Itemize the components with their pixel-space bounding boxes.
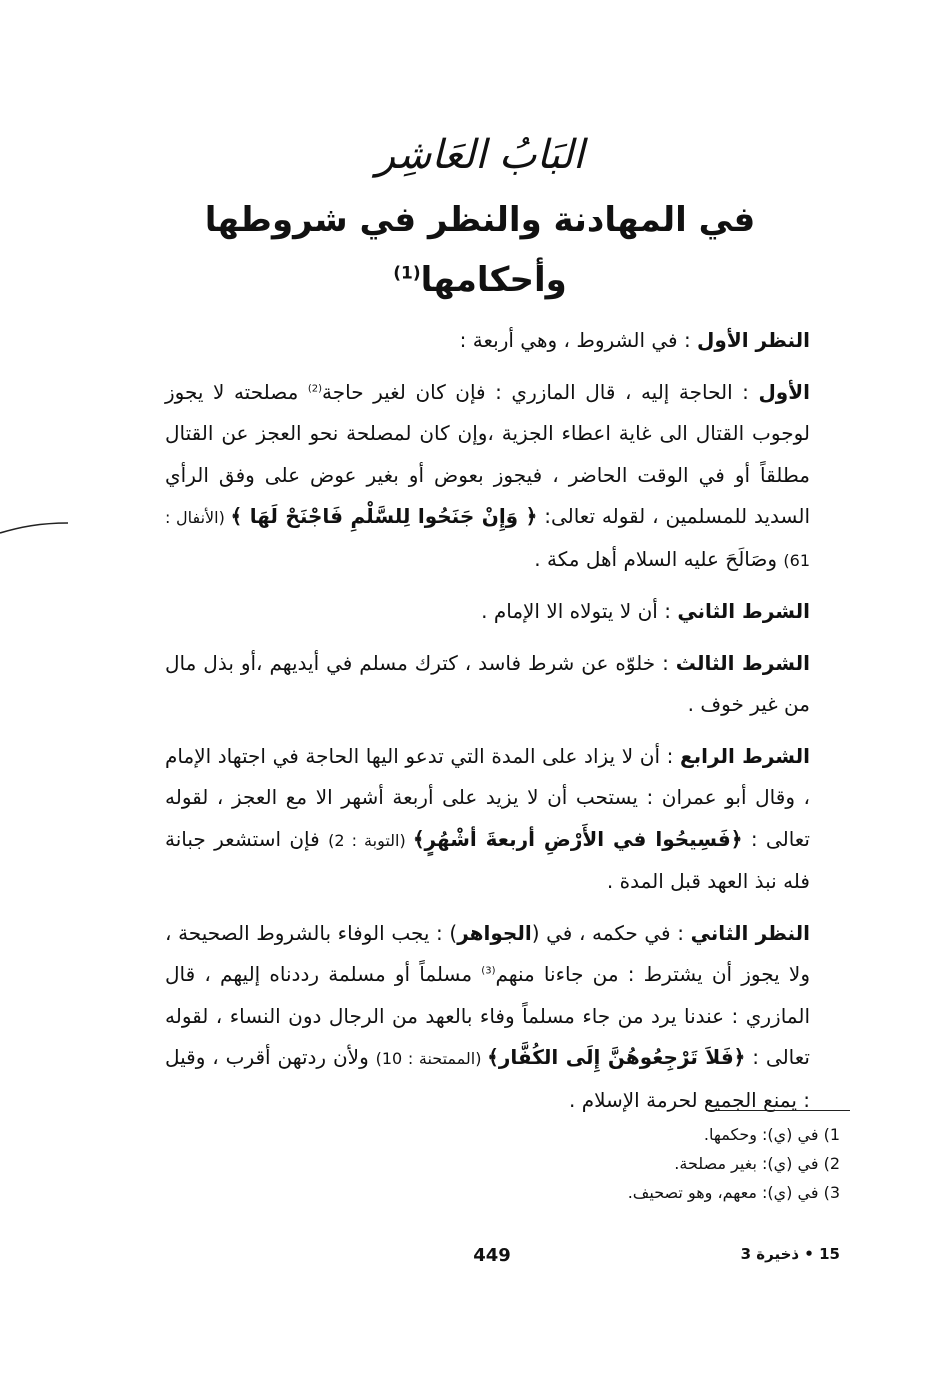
footnote-ref-1: (1)	[393, 263, 421, 284]
footnote-3: 3) في (ي): معهم، وهو تصحيف.	[627, 1183, 840, 1202]
paragraph-heading: الأول	[758, 379, 810, 404]
paragraph-text: ولأن ردتهن أقرب ، وقيل : يمنع الجميع لحرمة الإسلام .	[165, 1045, 810, 1112]
footnote-2: 2) في (ي): بغير مصلحة.	[674, 1154, 840, 1173]
paragraph-text: فإن استشعر جبانة فله نبذ العهد قبل المدة .	[165, 826, 810, 893]
paragraph-text: : في حكمه ، في (	[531, 920, 691, 945]
paragraph-text: وصَالَحَ عليه السلام أهل مكة .	[534, 546, 784, 571]
paragraph-third-condition	[165, 643, 810, 726]
chapter-subtitle	[150, 190, 810, 310]
footnotes	[500, 1120, 840, 1207]
paragraph-first-inquiry	[165, 320, 810, 362]
paragraph-text: : أن لا يزاد على المدة التي تدعو اليها الحاجة في اجتهاد الإمام ، وقال أبو عمران : يستحب أن لا يزيد على أربعة أشهر الا مع العجز ، لقوله تعالى :	[165, 743, 810, 851]
paragraph-text: : الحاجة إليه ، قال المازري : فإن كان لغير حاجة	[322, 379, 759, 404]
page-number: 449	[473, 1245, 511, 1266]
stray-pen-mark	[0, 505, 70, 545]
footnote-divider	[706, 1110, 850, 1111]
paragraph-second-condition	[165, 591, 810, 633]
quran-verse: ﴿فَلاَ تَرْجِعُوهُنَّ إِلَى الكُفَّار﴾	[487, 1045, 746, 1069]
footnote-ref-2: (2)	[307, 382, 323, 394]
paragraph-heading: الشرط الرابع	[680, 743, 810, 768]
paragraph-first-condition	[165, 372, 810, 582]
quran-verse: ﴿فَسِيحُوا في الأَرْضِ أربعةَ أشْهُرٍ﴾	[412, 826, 743, 851]
verse-reference: (التوبة : 2)	[328, 830, 413, 850]
chapter-subtitle-text: في المهادنة والنظر في شروطها وأحكامها	[204, 200, 756, 300]
paragraph-heading: الشرط الثاني	[677, 599, 810, 623]
quran-verse: ﴿ وَإِنْ جَنَحُوا لِلسَّلْمِ فَاجْنَحْ لَهَا ﴾	[230, 504, 538, 528]
chapter-title: البَابُ العَاشِر	[375, 132, 585, 178]
verse-reference: (الأنفال : 61)	[165, 508, 810, 570]
paragraph-text: مصلحته لا يجوز لوجوب القتال الى غاية اعطاء الجزية ،وإن كان لمصلحة نحو العجز عن القتال مطلقاً أو في الوقت الحاضر ، فيجوز بعوض أو بغير عوض على وفق الرأي السديد للمسلمين ، لقوله تعالى:	[165, 379, 811, 528]
footnote-ref-3: (3)	[481, 965, 496, 977]
paragraph-text: : في الشروط ، وهي أربعة :	[459, 328, 698, 352]
paragraph-text: : أن لا يتولاه الا الإمام .	[481, 599, 678, 623]
body-text	[165, 320, 810, 1125]
paragraph-text: ) : يجب الوفاء بالشروط الصحيحة ، ولا يجوز أن يشترط : من جاءنا منهم	[165, 920, 810, 986]
paragraph-heading: النظر الأول	[697, 328, 810, 352]
verse-reference: (الممتحنة : 10)	[375, 1049, 488, 1068]
paragraph-second-inquiry	[165, 913, 810, 1122]
paragraph-heading: الشرط الثالث	[675, 650, 810, 675]
printer-signature: 15 • ذخيرة 3	[740, 1245, 840, 1263]
paragraph-fourth-condition	[165, 736, 810, 903]
paragraph-text: : خلوّه عن شرط فاسد ، كترك مسلم في أيديهم ،أو بذل مال من غير خوف .	[165, 650, 810, 716]
paragraph-heading: النظر الثاني	[690, 920, 811, 945]
paragraph-text: مسلماً أو مسلمة رددناه إليهم ، قال المازري : عندنا يرد من جاء مسلماً وفاء بالعهد من الرجال دون النساء ، لقوله تعالى :	[165, 962, 810, 1069]
footnote-1: 1) في (ي): وحكمها.	[703, 1125, 840, 1144]
source-title: الجواهر	[457, 920, 532, 945]
